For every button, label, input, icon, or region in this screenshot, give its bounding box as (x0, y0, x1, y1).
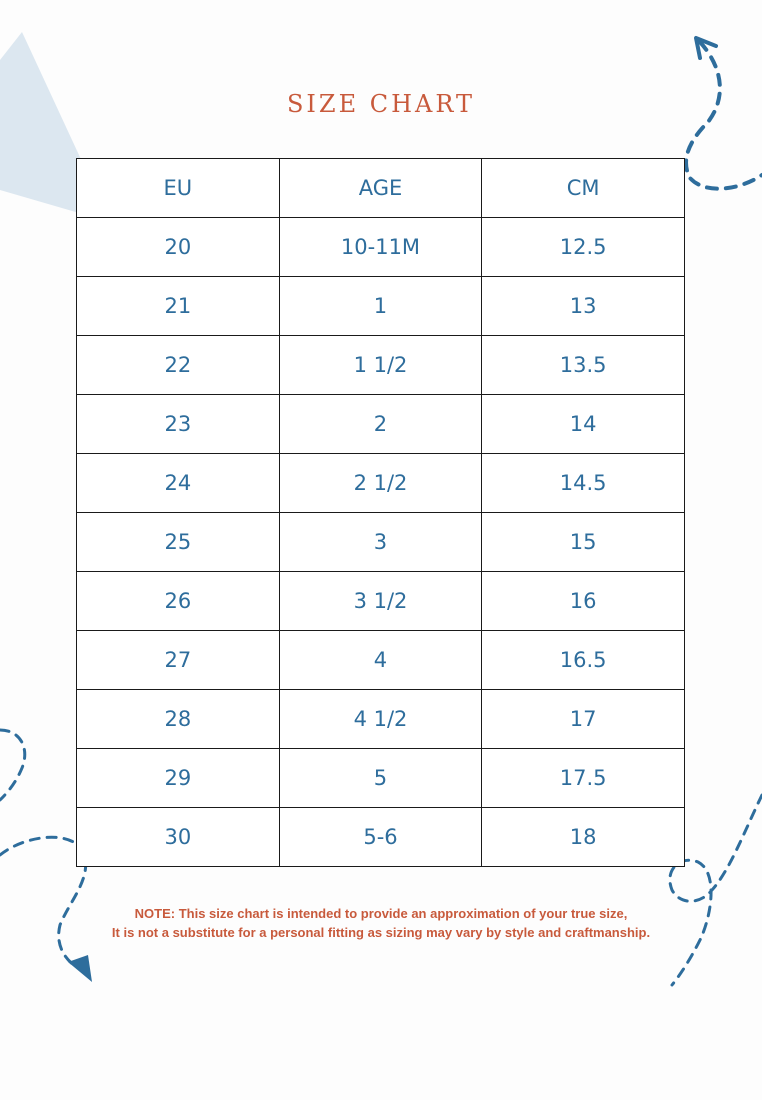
cell-eu: 22 (77, 336, 280, 395)
size-chart-table (76, 158, 685, 867)
cell-eu: 23 (77, 395, 280, 454)
table-row (77, 749, 685, 808)
cell-eu: 26 (77, 572, 280, 631)
table-row (77, 572, 685, 631)
cell-cm: 15 (482, 513, 685, 572)
cell-eu: 29 (77, 749, 280, 808)
arrow-head-left (68, 955, 92, 982)
cell-age: 3 1/2 (279, 572, 482, 631)
table-row (77, 336, 685, 395)
cell-age: 1 1/2 (279, 336, 482, 395)
table-row (77, 454, 685, 513)
cell-age: 4 (279, 631, 482, 690)
cell-cm: 18 (482, 808, 685, 867)
cell-cm: 16 (482, 572, 685, 631)
cell-cm: 14 (482, 395, 685, 454)
cell-age: 5 (279, 749, 482, 808)
arrow-head-top-right (696, 38, 716, 58)
cell-eu: 28 (77, 690, 280, 749)
cell-eu: 30 (77, 808, 280, 867)
column-header-eu: EU (77, 159, 280, 218)
cell-cm: 13.5 (482, 336, 685, 395)
cell-age: 10-11M (279, 218, 482, 277)
cell-cm: 17.5 (482, 749, 685, 808)
cell-eu: 24 (77, 454, 280, 513)
table-row (77, 277, 685, 336)
cell-eu: 27 (77, 631, 280, 690)
cell-age: 2 (279, 395, 482, 454)
table-row (77, 631, 685, 690)
size-note (0, 904, 762, 942)
cell-age: 1 (279, 277, 482, 336)
cell-cm: 13 (482, 277, 685, 336)
cell-eu: 21 (77, 277, 280, 336)
cell-cm: 16.5 (482, 631, 685, 690)
cell-cm: 17 (482, 690, 685, 749)
cell-age: 2 1/2 (279, 454, 482, 513)
dashed-curve-left (0, 837, 86, 968)
table-row (77, 808, 685, 867)
dashed-curve-left-top (0, 730, 25, 800)
table-header-row (77, 159, 685, 218)
cell-eu: 25 (77, 513, 280, 572)
cell-eu: 20 (77, 218, 280, 277)
table-row (77, 513, 685, 572)
table-row (77, 690, 685, 749)
table-row (77, 395, 685, 454)
cell-age: 4 1/2 (279, 690, 482, 749)
column-header-age: AGE (279, 159, 482, 218)
note-line-1: NOTE: This size chart is intended to provide an approximation of your true size, (134, 906, 628, 921)
note-line-2: It is not a substitute for a personal fitting as sizing may vary by style and craftmanship. (111, 925, 651, 940)
cell-cm: 12.5 (482, 218, 685, 277)
column-header-cm: CM (482, 159, 685, 218)
cell-age: 3 (279, 513, 482, 572)
cell-cm: 14.5 (482, 454, 685, 513)
page-title: SIZE CHART (286, 90, 476, 118)
table-row (77, 218, 685, 277)
cell-age: 5-6 (279, 808, 482, 867)
